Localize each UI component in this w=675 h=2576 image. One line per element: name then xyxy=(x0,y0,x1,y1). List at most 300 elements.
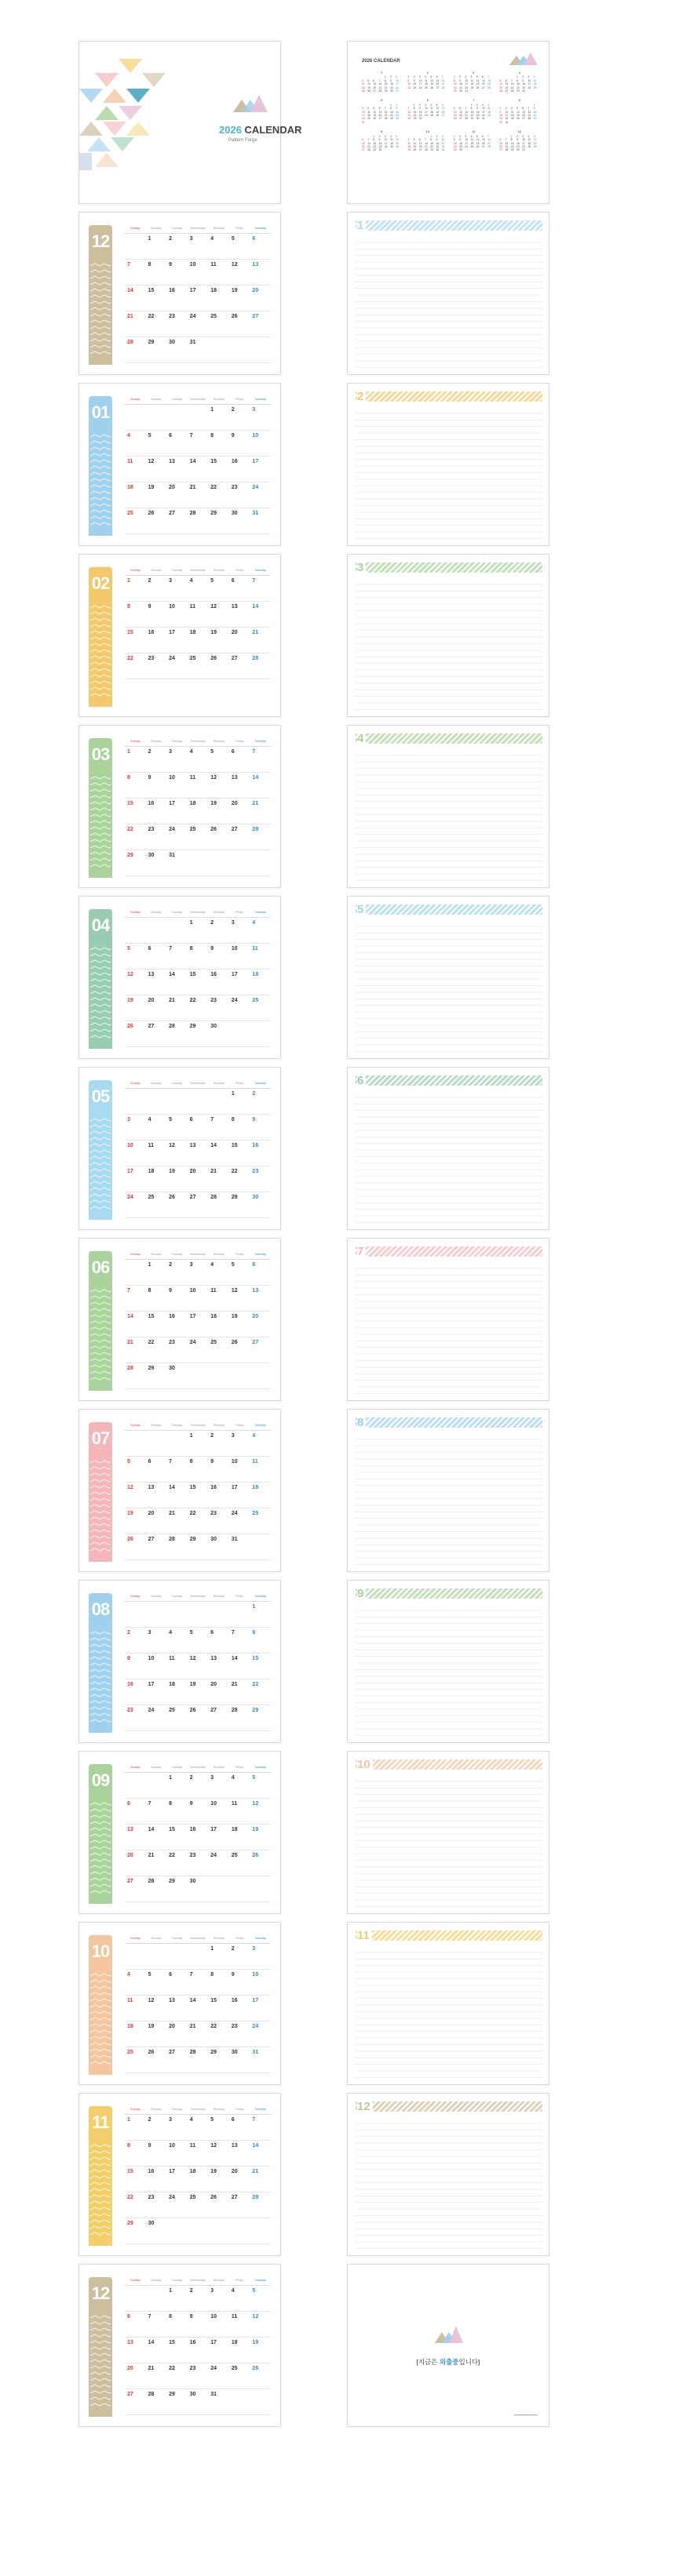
day-cell[interactable]: 1 xyxy=(125,747,146,773)
day-cell[interactable]: 18 xyxy=(229,1825,250,1850)
day-cell[interactable]: 17 xyxy=(250,457,271,482)
day-cell[interactable]: 18 xyxy=(166,1679,188,1705)
day-cell[interactable]: 15 xyxy=(250,1654,271,1679)
day-cell[interactable]: 30 xyxy=(146,2218,167,2244)
day-cell[interactable]: 27 xyxy=(188,1192,209,1218)
day-cell[interactable] xyxy=(229,2218,250,2244)
day-cell[interactable]: 26 xyxy=(208,653,229,679)
day-cell[interactable]: 18 xyxy=(208,286,229,311)
day-cell[interactable]: 22 xyxy=(125,653,146,679)
day-cell[interactable]: 7 xyxy=(250,2115,271,2141)
day-cell[interactable]: 16 xyxy=(229,1996,250,2021)
day-cell[interactable]: 5 xyxy=(146,431,167,457)
plan-lines[interactable] xyxy=(356,1262,542,1395)
day-cell[interactable]: 5 xyxy=(208,2115,229,2141)
day-cell[interactable]: 2 xyxy=(166,1260,188,1286)
day-cell[interactable]: 15 xyxy=(146,1312,167,1337)
day-cell[interactable]: 21 xyxy=(166,1508,188,1534)
day-cell[interactable]: 8 xyxy=(208,1970,229,1996)
day-cell[interactable] xyxy=(229,1363,250,1389)
day-cell[interactable]: 26 xyxy=(188,1705,209,1731)
day-cell[interactable]: 25 xyxy=(125,2047,146,2073)
day-cell[interactable]: 17 xyxy=(250,1996,271,2021)
day-cell[interactable]: 24 xyxy=(229,1508,250,1534)
day-cell[interactable]: 10 xyxy=(166,2141,188,2167)
day-cell[interactable]: 5 xyxy=(208,747,229,773)
day-cell[interactable]: 20 xyxy=(229,2167,250,2192)
day-cell[interactable]: 5 xyxy=(146,1970,167,1996)
day-cell[interactable]: 5 xyxy=(125,1457,146,1483)
day-cell[interactable]: 3 xyxy=(208,1773,229,1799)
day-cell[interactable] xyxy=(166,1944,188,1970)
day-cell[interactable]: 3 xyxy=(229,1431,250,1457)
day-cell[interactable]: 18 xyxy=(250,1483,271,1508)
plan-lines[interactable] xyxy=(356,407,542,540)
day-cell[interactable]: 24 xyxy=(166,824,188,850)
day-cell[interactable]: 16 xyxy=(250,1141,271,1166)
plan-lines[interactable] xyxy=(356,2117,542,2250)
day-cell[interactable]: 24 xyxy=(125,1192,146,1218)
day-cell[interactable]: 20 xyxy=(188,1166,209,1192)
day-cell[interactable]: 1 xyxy=(208,405,229,431)
day-cell[interactable]: 25 xyxy=(250,995,271,1021)
day-cell[interactable]: 13 xyxy=(125,1825,146,1850)
day-cell[interactable]: 7 xyxy=(229,1628,250,1654)
day-cell[interactable]: 7 xyxy=(125,260,146,286)
plan-lines[interactable] xyxy=(356,920,542,1053)
day-cell[interactable]: 15 xyxy=(208,457,229,482)
plan-lines[interactable] xyxy=(356,578,542,711)
day-cell[interactable]: 2 xyxy=(125,1628,146,1654)
day-cell[interactable]: 25 xyxy=(208,311,229,337)
day-cell[interactable]: 17 xyxy=(188,1312,209,1337)
day-cell[interactable]: 21 xyxy=(250,628,271,653)
plan-lines[interactable] xyxy=(356,1946,542,2079)
day-cell[interactable] xyxy=(125,918,146,944)
day-cell[interactable]: 25 xyxy=(208,1337,229,1363)
day-cell[interactable] xyxy=(188,1363,209,1389)
day-cell[interactable]: 19 xyxy=(229,286,250,311)
day-cell[interactable]: 1 xyxy=(229,1089,250,1115)
day-cell[interactable]: 1 xyxy=(125,2115,146,2141)
day-cell[interactable] xyxy=(250,2218,271,2244)
day-cell[interactable]: 9 xyxy=(229,431,250,457)
day-cell[interactable]: 11 xyxy=(188,602,209,628)
day-cell[interactable]: 24 xyxy=(208,1850,229,1876)
day-cell[interactable]: 8 xyxy=(125,602,146,628)
day-cell[interactable]: 20 xyxy=(125,2363,146,2389)
day-cell[interactable]: 29 xyxy=(166,1876,188,1902)
day-cell[interactable]: 8 xyxy=(188,944,209,970)
day-cell[interactable]: 31 xyxy=(250,2047,271,2073)
day-cell[interactable]: 15 xyxy=(208,1996,229,2021)
day-cell[interactable]: 27 xyxy=(208,1705,229,1731)
day-cell[interactable]: 12 xyxy=(146,457,167,482)
day-cell[interactable]: 6 xyxy=(166,1970,188,1996)
day-cell[interactable]: 26 xyxy=(250,2363,271,2389)
day-cell[interactable]: 27 xyxy=(146,1021,167,1047)
day-cell[interactable]: 12 xyxy=(229,1286,250,1312)
day-cell[interactable]: 5 xyxy=(250,1773,271,1799)
day-cell[interactable]: 20 xyxy=(208,1679,229,1705)
day-cell[interactable] xyxy=(229,1021,250,1047)
day-cell[interactable]: 26 xyxy=(208,824,229,850)
day-cell[interactable]: 31 xyxy=(250,508,271,534)
day-cell[interactable]: 1 xyxy=(166,1773,188,1799)
day-cell[interactable]: 10 xyxy=(166,773,188,799)
day-cell[interactable]: 5 xyxy=(166,1115,188,1141)
day-cell[interactable]: 11 xyxy=(146,1141,167,1166)
day-cell[interactable]: 30 xyxy=(188,1876,209,1902)
day-cell[interactable] xyxy=(146,1089,167,1115)
day-cell[interactable]: 15 xyxy=(166,2338,188,2363)
day-cell[interactable] xyxy=(229,1876,250,1902)
day-cell[interactable]: 18 xyxy=(125,482,146,508)
day-cell[interactable]: 16 xyxy=(146,628,167,653)
day-cell[interactable]: 3 xyxy=(166,2115,188,2141)
day-cell[interactable] xyxy=(208,1602,229,1628)
day-cell[interactable]: 24 xyxy=(146,1705,167,1731)
day-cell[interactable]: 12 xyxy=(125,970,146,995)
day-cell[interactable]: 30 xyxy=(146,850,167,876)
day-cell[interactable] xyxy=(146,1602,167,1628)
day-cell[interactable]: 22 xyxy=(229,1166,250,1192)
day-cell[interactable]: 8 xyxy=(146,1286,167,1312)
day-cell[interactable]: 11 xyxy=(188,2141,209,2167)
day-cell[interactable]: 23 xyxy=(146,824,167,850)
day-cell[interactable]: 1 xyxy=(250,1602,271,1628)
day-cell[interactable]: 9 xyxy=(188,1799,209,1825)
day-cell[interactable]: 4 xyxy=(166,1628,188,1654)
day-cell[interactable]: 26 xyxy=(146,2047,167,2073)
day-cell[interactable]: 30 xyxy=(208,1534,229,1560)
day-cell[interactable] xyxy=(229,1602,250,1628)
day-cell[interactable]: 17 xyxy=(188,286,209,311)
day-cell[interactable]: 5 xyxy=(125,944,146,970)
day-cell[interactable]: 14 xyxy=(229,1654,250,1679)
day-cell[interactable] xyxy=(208,2218,229,2244)
day-cell[interactable]: 10 xyxy=(250,1970,271,1996)
day-cell[interactable]: 13 xyxy=(229,2141,250,2167)
day-cell[interactable]: 18 xyxy=(125,2021,146,2047)
day-cell[interactable] xyxy=(166,1089,188,1115)
day-cell[interactable]: 19 xyxy=(146,2021,167,2047)
day-cell[interactable]: 17 xyxy=(208,2338,229,2363)
day-cell[interactable]: 26 xyxy=(208,2192,229,2218)
day-cell[interactable]: 20 xyxy=(229,799,250,824)
day-cell[interactable]: 22 xyxy=(250,1679,271,1705)
day-cell[interactable]: 16 xyxy=(208,1483,229,1508)
day-cell[interactable]: 10 xyxy=(208,1799,229,1825)
day-cell[interactable] xyxy=(229,2389,250,2415)
day-cell[interactable]: 8 xyxy=(166,2312,188,2338)
day-cell[interactable]: 2 xyxy=(146,576,167,602)
day-cell[interactable]: 9 xyxy=(146,2141,167,2167)
day-cell[interactable]: 14 xyxy=(250,2141,271,2167)
day-cell[interactable]: 11 xyxy=(250,944,271,970)
day-cell[interactable]: 25 xyxy=(229,2363,250,2389)
day-cell[interactable]: 12 xyxy=(166,1141,188,1166)
day-cell[interactable]: 19 xyxy=(125,1508,146,1534)
day-cell[interactable]: 1 xyxy=(188,1431,209,1457)
day-cell[interactable]: 23 xyxy=(229,2021,250,2047)
day-cell[interactable] xyxy=(125,1602,146,1628)
plan-lines[interactable] xyxy=(356,749,542,882)
day-cell[interactable]: 28 xyxy=(250,824,271,850)
day-cell[interactable]: 20 xyxy=(166,482,188,508)
day-cell[interactable]: 25 xyxy=(188,653,209,679)
day-cell[interactable]: 10 xyxy=(229,1457,250,1483)
day-cell[interactable] xyxy=(250,337,271,363)
day-cell[interactable]: 24 xyxy=(229,995,250,1021)
day-cell[interactable]: 14 xyxy=(188,457,209,482)
day-cell[interactable] xyxy=(125,1260,146,1286)
day-cell[interactable] xyxy=(125,1431,146,1457)
day-cell[interactable] xyxy=(188,1089,209,1115)
day-cell[interactable]: 22 xyxy=(146,1337,167,1363)
day-cell[interactable]: 3 xyxy=(250,405,271,431)
day-cell[interactable]: 6 xyxy=(250,234,271,260)
day-cell[interactable]: 12 xyxy=(250,2312,271,2338)
day-cell[interactable] xyxy=(250,850,271,876)
day-cell[interactable] xyxy=(146,1944,167,1970)
day-cell[interactable]: 21 xyxy=(208,1166,229,1192)
day-cell[interactable]: 2 xyxy=(229,1944,250,1970)
day-cell[interactable]: 4 xyxy=(146,1115,167,1141)
day-cell[interactable]: 23 xyxy=(146,2192,167,2218)
day-cell[interactable]: 6 xyxy=(208,1628,229,1654)
day-cell[interactable]: 2 xyxy=(208,1431,229,1457)
day-cell[interactable]: 6 xyxy=(229,576,250,602)
day-cell[interactable]: 20 xyxy=(250,1312,271,1337)
day-cell[interactable]: 11 xyxy=(125,457,146,482)
day-cell[interactable]: 18 xyxy=(208,1312,229,1337)
day-cell[interactable]: 30 xyxy=(166,1363,188,1389)
day-cell[interactable]: 17 xyxy=(208,1825,229,1850)
day-cell[interactable]: 8 xyxy=(125,773,146,799)
day-cell[interactable]: 16 xyxy=(208,970,229,995)
day-cell[interactable]: 3 xyxy=(188,1260,209,1286)
day-cell[interactable]: 22 xyxy=(125,824,146,850)
day-cell[interactable]: 10 xyxy=(208,2312,229,2338)
day-cell[interactable]: 28 xyxy=(125,1363,146,1389)
day-cell[interactable]: 6 xyxy=(146,1457,167,1483)
day-cell[interactable]: 18 xyxy=(188,628,209,653)
day-cell[interactable]: 20 xyxy=(146,995,167,1021)
day-cell[interactable]: 23 xyxy=(208,995,229,1021)
day-cell[interactable]: 22 xyxy=(166,2363,188,2389)
day-cell[interactable]: 25 xyxy=(229,1850,250,1876)
day-cell[interactable]: 11 xyxy=(208,1286,229,1312)
day-cell[interactable] xyxy=(146,1773,167,1799)
day-cell[interactable]: 19 xyxy=(208,799,229,824)
day-cell[interactable] xyxy=(208,1089,229,1115)
day-cell[interactable]: 10 xyxy=(125,1141,146,1166)
plan-lines[interactable] xyxy=(356,1091,542,1224)
day-cell[interactable]: 19 xyxy=(208,628,229,653)
day-cell[interactable]: 6 xyxy=(125,2312,146,2338)
day-cell[interactable]: 25 xyxy=(188,824,209,850)
day-cell[interactable]: 3 xyxy=(166,747,188,773)
day-cell[interactable]: 29 xyxy=(250,1705,271,1731)
day-cell[interactable]: 7 xyxy=(250,576,271,602)
day-cell[interactable]: 31 xyxy=(208,2389,229,2415)
day-cell[interactable]: 14 xyxy=(166,1483,188,1508)
day-cell[interactable]: 6 xyxy=(125,1799,146,1825)
day-cell[interactable]: 21 xyxy=(188,482,209,508)
day-cell[interactable]: 25 xyxy=(146,1192,167,1218)
day-cell[interactable]: 28 xyxy=(250,2192,271,2218)
day-cell[interactable]: 11 xyxy=(208,260,229,286)
day-cell[interactable] xyxy=(166,1431,188,1457)
day-cell[interactable]: 24 xyxy=(166,2192,188,2218)
day-cell[interactable] xyxy=(250,2389,271,2415)
plan-lines[interactable] xyxy=(356,1604,542,1737)
day-cell[interactable] xyxy=(146,405,167,431)
day-cell[interactable]: 12 xyxy=(146,1996,167,2021)
day-cell[interactable]: 16 xyxy=(146,2167,167,2192)
day-cell[interactable]: 19 xyxy=(250,2338,271,2363)
day-cell[interactable]: 9 xyxy=(229,1970,250,1996)
day-cell[interactable]: 16 xyxy=(166,1312,188,1337)
day-cell[interactable]: 26 xyxy=(125,1021,146,1047)
day-cell[interactable]: 23 xyxy=(166,311,188,337)
day-cell[interactable]: 29 xyxy=(208,2047,229,2073)
day-cell[interactable]: 17 xyxy=(229,1483,250,1508)
day-cell[interactable]: 13 xyxy=(250,260,271,286)
day-cell[interactable]: 28 xyxy=(166,1021,188,1047)
day-cell[interactable]: 26 xyxy=(250,1850,271,1876)
day-cell[interactable]: 29 xyxy=(188,1534,209,1560)
day-cell[interactable] xyxy=(188,2218,209,2244)
day-cell[interactable]: 13 xyxy=(125,2338,146,2363)
day-cell[interactable] xyxy=(125,2286,146,2312)
day-cell[interactable]: 3 xyxy=(146,1628,167,1654)
day-cell[interactable]: 4 xyxy=(229,2286,250,2312)
day-cell[interactable]: 23 xyxy=(166,1337,188,1363)
day-cell[interactable]: 9 xyxy=(166,1286,188,1312)
day-cell[interactable]: 7 xyxy=(250,747,271,773)
day-cell[interactable]: 13 xyxy=(229,602,250,628)
day-cell[interactable]: 27 xyxy=(125,2389,146,2415)
day-cell[interactable]: 25 xyxy=(188,2192,209,2218)
day-cell[interactable]: 6 xyxy=(229,747,250,773)
day-cell[interactable]: 14 xyxy=(125,286,146,311)
day-cell[interactable]: 1 xyxy=(125,576,146,602)
day-cell[interactable]: 9 xyxy=(208,944,229,970)
day-cell[interactable]: 12 xyxy=(208,602,229,628)
day-cell[interactable]: 9 xyxy=(146,773,167,799)
day-cell[interactable]: 21 xyxy=(250,2167,271,2192)
day-cell[interactable]: 5 xyxy=(229,1260,250,1286)
day-cell[interactable]: 20 xyxy=(146,1508,167,1534)
day-cell[interactable]: 29 xyxy=(188,1021,209,1047)
day-cell[interactable]: 23 xyxy=(125,1705,146,1731)
day-cell[interactable]: 11 xyxy=(166,1654,188,1679)
day-cell[interactable]: 4 xyxy=(229,1773,250,1799)
day-cell[interactable] xyxy=(229,850,250,876)
day-cell[interactable]: 16 xyxy=(166,286,188,311)
day-cell[interactable]: 22 xyxy=(146,311,167,337)
day-cell[interactable]: 19 xyxy=(125,995,146,1021)
day-cell[interactable]: 4 xyxy=(188,2115,209,2141)
day-cell[interactable] xyxy=(250,1021,271,1047)
day-cell[interactable]: 23 xyxy=(146,653,167,679)
day-cell[interactable]: 8 xyxy=(166,1799,188,1825)
day-cell[interactable]: 9 xyxy=(250,1115,271,1141)
day-cell[interactable]: 29 xyxy=(146,1363,167,1389)
day-cell[interactable]: 16 xyxy=(146,799,167,824)
day-cell[interactable] xyxy=(250,1876,271,1902)
day-cell[interactable]: 6 xyxy=(166,431,188,457)
day-cell[interactable]: 9 xyxy=(125,1654,146,1679)
day-cell[interactable]: 14 xyxy=(146,2338,167,2363)
day-cell[interactable]: 16 xyxy=(229,457,250,482)
day-cell[interactable]: 27 xyxy=(229,653,250,679)
day-cell[interactable]: 29 xyxy=(125,850,146,876)
day-cell[interactable]: 7 xyxy=(166,1457,188,1483)
day-cell[interactable]: 29 xyxy=(146,337,167,363)
day-cell[interactable]: 20 xyxy=(229,628,250,653)
day-cell[interactable]: 11 xyxy=(250,1457,271,1483)
day-cell[interactable] xyxy=(166,918,188,944)
day-cell[interactable]: 27 xyxy=(250,1337,271,1363)
day-cell[interactable]: 3 xyxy=(229,918,250,944)
day-cell[interactable]: 16 xyxy=(188,1825,209,1850)
day-cell[interactable]: 31 xyxy=(188,337,209,363)
day-cell[interactable]: 22 xyxy=(208,2021,229,2047)
day-cell[interactable]: 4 xyxy=(125,431,146,457)
day-cell[interactable] xyxy=(166,405,188,431)
day-cell[interactable]: 27 xyxy=(229,824,250,850)
day-cell[interactable]: 5 xyxy=(229,234,250,260)
day-cell[interactable]: 16 xyxy=(188,2338,209,2363)
day-cell[interactable] xyxy=(188,405,209,431)
day-cell[interactable] xyxy=(125,234,146,260)
day-cell[interactable]: 26 xyxy=(125,1534,146,1560)
day-cell[interactable]: 7 xyxy=(146,1799,167,1825)
day-cell[interactable]: 3 xyxy=(166,576,188,602)
day-cell[interactable]: 23 xyxy=(208,1508,229,1534)
day-cell[interactable]: 24 xyxy=(250,482,271,508)
day-cell[interactable]: 26 xyxy=(146,508,167,534)
day-cell[interactable]: 28 xyxy=(208,1192,229,1218)
day-cell[interactable]: 17 xyxy=(166,628,188,653)
day-cell[interactable]: 7 xyxy=(166,944,188,970)
plan-lines[interactable] xyxy=(356,236,542,369)
day-cell[interactable]: 17 xyxy=(166,2167,188,2192)
day-cell[interactable]: 7 xyxy=(188,1970,209,1996)
day-cell[interactable]: 27 xyxy=(166,508,188,534)
day-cell[interactable]: 11 xyxy=(125,1996,146,2021)
day-cell[interactable]: 27 xyxy=(166,2047,188,2073)
day-cell[interactable]: 17 xyxy=(229,970,250,995)
day-cell[interactable]: 16 xyxy=(125,1679,146,1705)
day-cell[interactable]: 2 xyxy=(229,405,250,431)
day-cell[interactable]: 4 xyxy=(125,1970,146,1996)
day-cell[interactable]: 14 xyxy=(208,1141,229,1166)
day-cell[interactable]: 7 xyxy=(146,2312,167,2338)
day-cell[interactable]: 4 xyxy=(188,576,209,602)
day-cell[interactable]: 15 xyxy=(188,970,209,995)
day-cell[interactable]: 21 xyxy=(146,1850,167,1876)
day-cell[interactable]: 19 xyxy=(208,2167,229,2192)
day-cell[interactable] xyxy=(146,1431,167,1457)
plan-lines[interactable] xyxy=(356,1775,542,1908)
day-cell[interactable]: 28 xyxy=(188,2047,209,2073)
day-cell[interactable]: 30 xyxy=(229,2047,250,2073)
day-cell[interactable]: 6 xyxy=(146,944,167,970)
